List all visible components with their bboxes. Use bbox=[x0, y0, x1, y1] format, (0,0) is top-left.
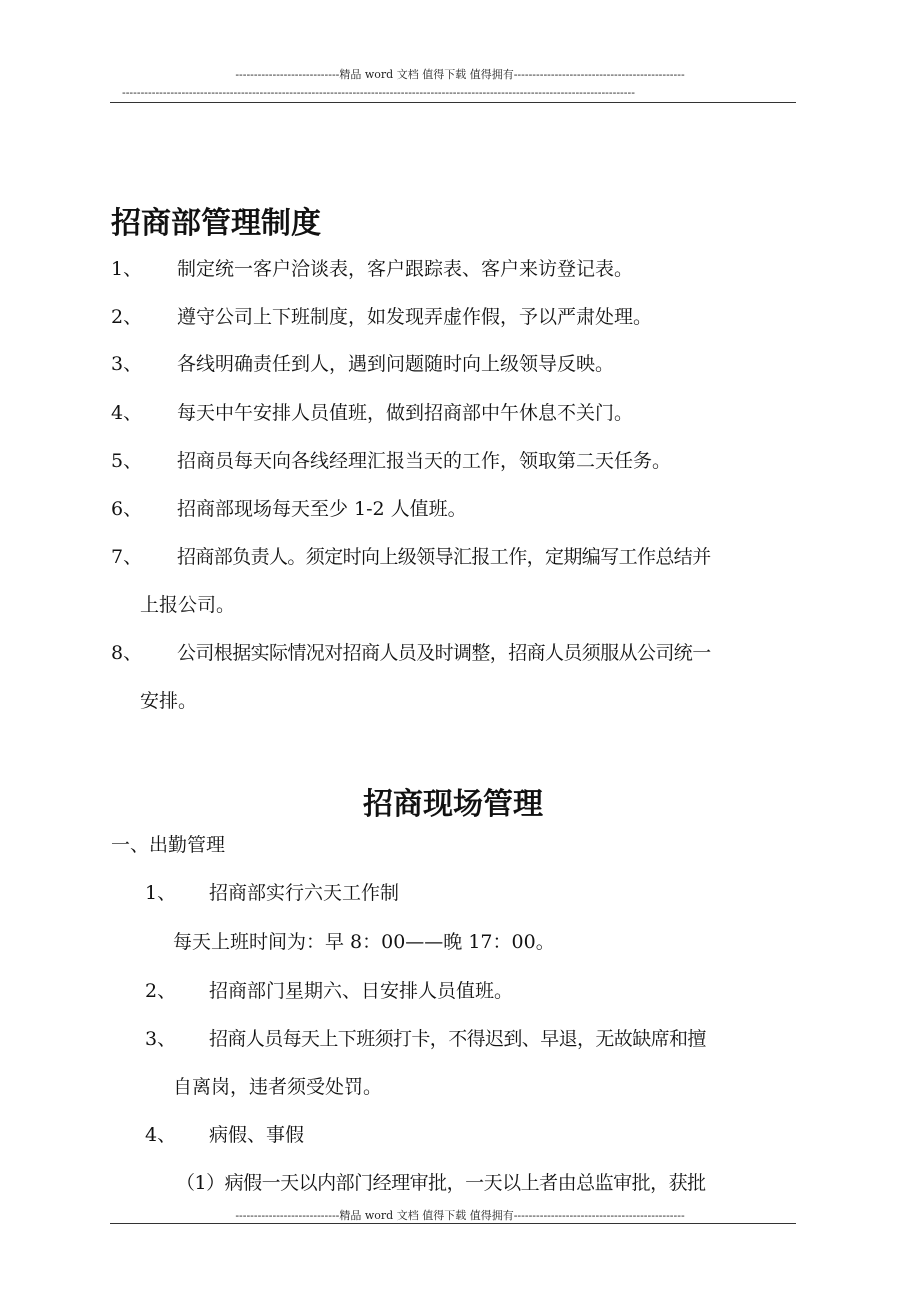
item-number: 7、 bbox=[111, 546, 143, 568]
item-text: 招商员每天向各线经理汇报当天的工作，领取第二天任务。 bbox=[177, 450, 672, 472]
item-text: 制定统一客户洽谈表，客户跟踪表、客户来访登记表。 bbox=[177, 258, 634, 280]
item-number: 2、 bbox=[111, 306, 143, 328]
item-text: 招商部实行六天工作制 bbox=[209, 882, 400, 904]
item-number: 4、 bbox=[145, 1124, 177, 1146]
header-rule bbox=[110, 102, 796, 103]
item-number: 4、 bbox=[111, 402, 143, 424]
footer-banner: ----------------------------精品 word 文档 值得下载 值得拥有---------------------------------------------- bbox=[235, 1209, 685, 1222]
item-continuation: 自离岗，违者须受处罚。 bbox=[173, 1076, 383, 1098]
section2-subhead: 一、出勤管理 bbox=[111, 834, 226, 856]
item-text: 招商部现场每天至少 1-2 人值班。 bbox=[177, 498, 467, 520]
item-text: 招商人员每天上下班须打卡，不得迟到、早退，无故缺席和擅 bbox=[209, 1028, 706, 1050]
item-continuation: 安排。 bbox=[140, 690, 198, 712]
section2-title: 招商现场管理 bbox=[363, 787, 543, 822]
item-text: 每天中午安排人员值班，做到招商部中午休息不关门。 bbox=[177, 402, 634, 424]
section1-title: 招商部管理制度 bbox=[111, 206, 321, 241]
item-text: 公司根据实际情况对招商人员及时调整，招商人员须服从公司统一 bbox=[177, 642, 711, 664]
item-text: 招商部负责人。须定时向上级领导汇报工作，定期编写工作总结并 bbox=[177, 546, 711, 568]
item-number: 8、 bbox=[111, 642, 143, 664]
item-text: 遵守公司上下班制度，如发现弄虚作假，予以严肃处理。 bbox=[177, 306, 653, 328]
header-banner: ----------------------------精品 word 文档 值得下载 值得拥有---------------------------------------------- bbox=[235, 68, 685, 81]
item-number: 6、 bbox=[111, 498, 143, 520]
item-number: 2、 bbox=[145, 980, 177, 1002]
item-text: 招商部门星期六、日安排人员值班。 bbox=[209, 980, 514, 1002]
item-number: 1、 bbox=[145, 882, 177, 904]
item-text: 各线明确责任到人，遇到问题随时向上级领导反映。 bbox=[177, 353, 615, 375]
item-number: 1、 bbox=[111, 258, 143, 280]
sub-item-text: （1）病假一天以内部门经理审批，一天以上者由总监审批，获批 bbox=[176, 1172, 706, 1194]
item-text: 病假、事假 bbox=[209, 1124, 305, 1146]
item-number: 5、 bbox=[111, 450, 143, 472]
footer-rule bbox=[110, 1223, 796, 1224]
item-continuation: 上报公司。 bbox=[140, 594, 236, 616]
item-number: 3、 bbox=[111, 353, 143, 375]
item-number: 3、 bbox=[145, 1028, 177, 1050]
header-dash-line: ------------------------------------------------------------------------------------------------------------------------------------------ bbox=[122, 86, 635, 99]
item-continuation: 每天上班时间为：早 8：00——晚 17：00。 bbox=[173, 931, 555, 953]
